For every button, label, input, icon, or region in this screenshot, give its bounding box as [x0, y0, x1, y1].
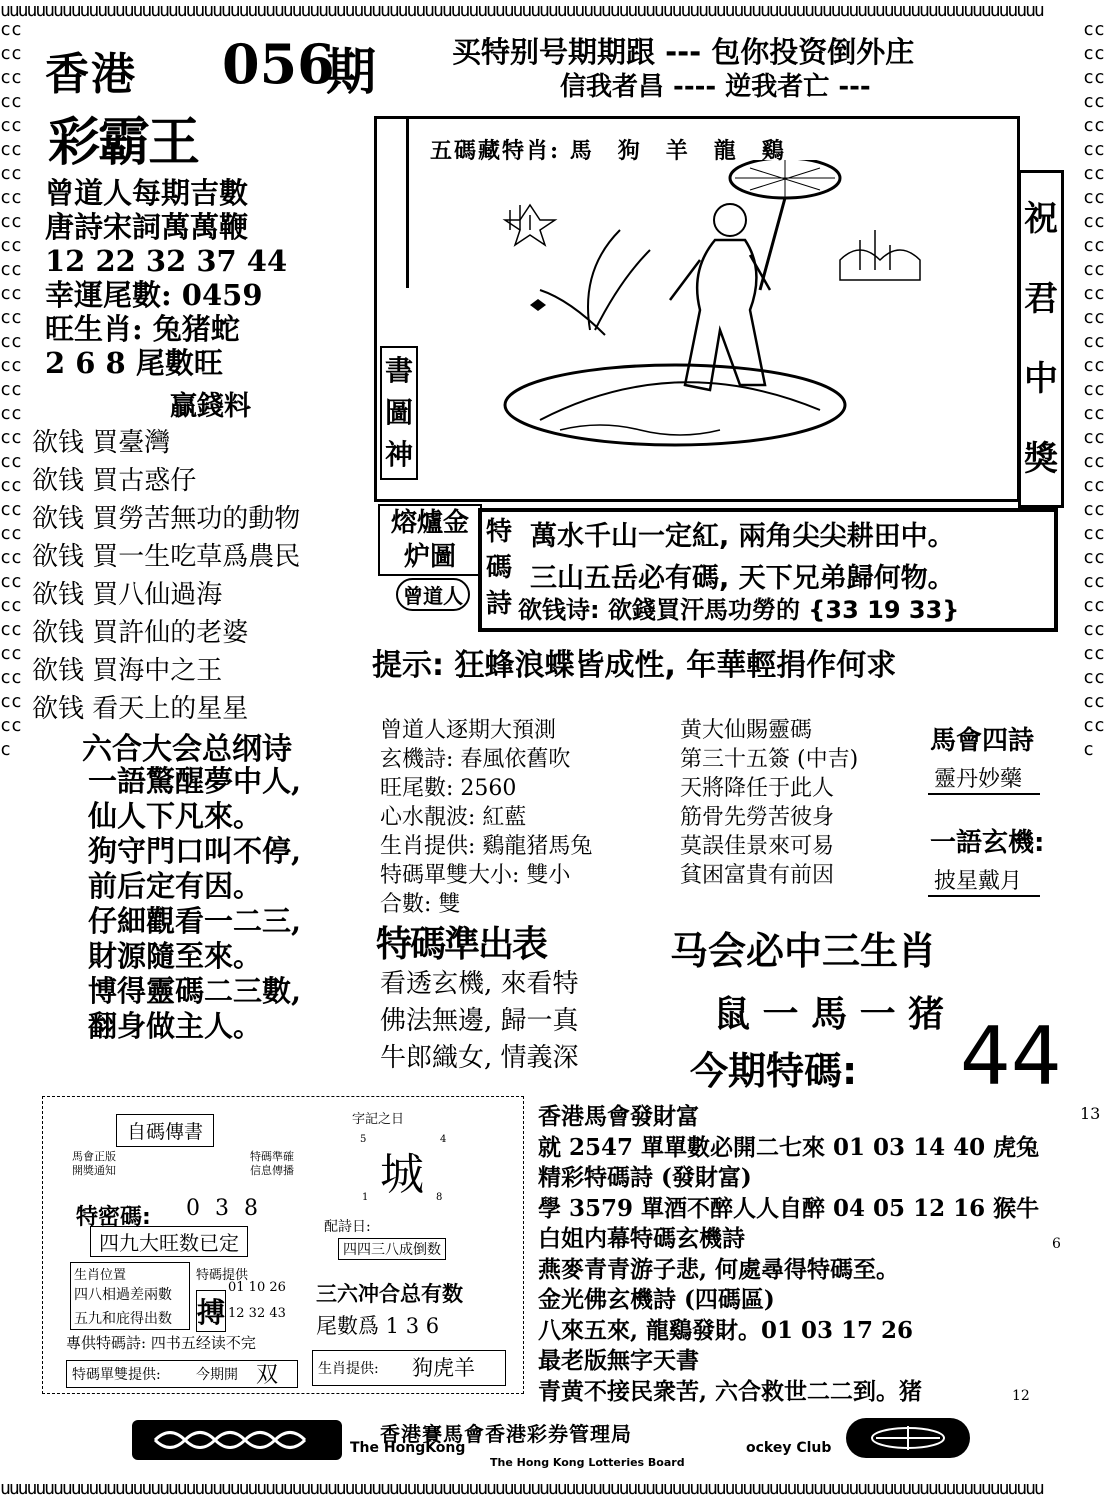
want-item: 欲钱 買一生吃草爲農民	[32, 542, 301, 572]
n1: 1	[362, 1192, 369, 1203]
period-label: 期	[326, 43, 376, 101]
tecode-line: 四九大旺数已定	[90, 1226, 248, 1257]
footer-en2: ockey Club	[746, 1440, 832, 1456]
tecode-label: 特密碼:	[76, 1205, 151, 1230]
small-left: 馬會正版 開獎通知	[72, 1150, 116, 1177]
poem-line3: 欲钱诗: 欲錢買汗馬功勞的 {33 19 33}	[518, 596, 960, 624]
top-border: uuuuuuuuuuuuuuuuuuuuuuuuuuuuuuuuuuuuuuuuuuuuuuuuuuuuuuuuuuuuuuuuuuuuuuuuuuuuuuuuuuuuuuuuuuuuuuuuuuuuuuuuuuuuuuuuuuuuuu	[0, 0, 1043, 21]
stamp-name: 曾道人	[396, 578, 470, 611]
left-line-2: 唐詩宋詞萬萬鞭	[45, 210, 249, 244]
left-border: ccccccccccccccccccccccccccccccccccccccccccccccccccccccccccccc	[0, 19, 22, 760]
picture-side-left: 書圖神	[380, 346, 418, 480]
dan-result: 双	[256, 1363, 279, 1388]
n13: 13	[1080, 1104, 1101, 1123]
picture-caption: 五碼藏特肖: 馬 狗 羊 龍 鷄	[430, 138, 786, 164]
weishu: 尾數爲 1 3 6	[316, 1314, 440, 1338]
want-item: 欲钱 看天上的星星	[32, 694, 249, 724]
dan-value: 今期開	[196, 1367, 238, 1383]
today-value: 44	[960, 1010, 1062, 1103]
mahui3-animals: 鼠 一 馬 一 猪	[714, 993, 945, 1035]
liuhe-poem: 一語驚醒夢中人, 仙人下凡來。 狗守門口叫不停, 前后定有因。 仔細觀看一二三, 財源隨至來。 博得靈碼二三數, 翻身做主人。	[88, 764, 302, 1043]
wants-list	[32, 424, 300, 728]
brand-title: 彩霸王	[48, 113, 199, 173]
left-line-1: 曾道人每期吉數	[45, 176, 249, 210]
left-line-6: 2 6 8 尾數旺	[45, 346, 223, 380]
sx-prov-label: 生肖提供:	[318, 1361, 379, 1377]
zi-char: 城	[380, 1149, 424, 1200]
tema-title: 特碼準出表	[376, 924, 547, 965]
sanliu: 三六冲合总有数	[316, 1282, 463, 1306]
want-item: 欲钱 買臺灣	[32, 428, 171, 458]
pei-label: 配詩日:	[324, 1219, 371, 1235]
want-item: 欲钱 買八仙過海	[32, 580, 223, 610]
slogan-line1: 买特别号期期跟 --- 包你投资倒外庄	[452, 35, 915, 69]
n12: 12	[1012, 1388, 1030, 1404]
nums-b: 12 32 43	[228, 1306, 286, 1321]
footer-en3: The Hong Kong Lotteries Board	[490, 1456, 685, 1469]
left-line-5: 旺生肖: 兔猪蛇	[45, 312, 240, 346]
sx-label: 生肖位置	[74, 1268, 127, 1283]
zima-title: 自碼傳書	[116, 1114, 214, 1147]
picture-left-rule	[376, 118, 409, 288]
tema-tig: 特碼提供	[196, 1268, 249, 1283]
poem-label: 特 碼 詩	[486, 517, 513, 619]
illustration-figure	[420, 160, 980, 460]
bo-char: 搏	[196, 1290, 226, 1332]
sx-line1: 四八相過差兩數	[74, 1287, 172, 1303]
mahui3-title: 马会必中三生肖	[670, 929, 937, 973]
win-title: 贏錢料	[170, 391, 251, 422]
small-right: 特碼準確 信息傳播	[250, 1150, 294, 1177]
today-label: 今期特碼:	[690, 1049, 858, 1093]
poem-line1: 萬水千山一定紅, 兩角尖尖耕田中。	[530, 521, 955, 552]
want-item: 欲钱 買勞苦無功的動物	[32, 504, 301, 534]
n6: 6	[1052, 1236, 1061, 1252]
issue-number: 056	[222, 32, 335, 96]
tema-lines: 看透玄機, 來看特 佛法無邊, 歸一真 牛郎織女, 情義深	[380, 969, 579, 1073]
huang-block: 黄大仙賜靈碼 第三十五簽 (中吉) 天將降任于此人 筋骨先勞苦彼身 莫誤佳景來可易 貧困富貴有前因	[680, 718, 859, 888]
picture-side-right: 祝君中獎	[1018, 170, 1064, 508]
footer-cn: 香港賽馬會香港彩券管理局	[380, 1422, 632, 1446]
footer-logo-pattern	[150, 1425, 325, 1455]
stamp: 熔爐金炉圖	[378, 504, 482, 576]
dan-label: 特碼單雙提供:	[72, 1367, 161, 1383]
n8: 8	[436, 1192, 443, 1203]
liuhe-title: 六合大会总纲诗	[82, 732, 292, 767]
footer-logo-right-mark	[866, 1424, 950, 1452]
bottom-right-lines: 香港馬會發財富 就 2547 單單數必開二七來 01 03 14 40 虎兔 精彩特碼詩 (發財富) 學 3579 單酒不醉人人自醉 04 05 12 16 猴牛 白姐内幕特碼玄機詩 燕麥青青游子悲, 何處尋得特碼至。 金光佛玄機詩 (四碼區) 八來五來, 龍鷄發財。01 03 17 26 最老版無字天書 青黄不接民衆苦, 六合救世二二到。猪	[538, 1103, 1040, 1405]
bottom-border: uuuuuuuuuuuuuuuuuuuuuuuuuuuuuuuuuuuuuuuuuuuuuuuuuuuuuuuuuuuuuuuuuuuuuuuuuuuuuuuuuuuuuuuuuuuuuuuuuuuuuuuuuuuuuuuuuuuuuu	[0, 1478, 1043, 1499]
location-title: 香港	[45, 49, 137, 100]
left-info-block	[45, 176, 287, 380]
tecode-value: 0 3 8	[186, 1196, 262, 1221]
left-line-3: 12 22 32 37 44	[45, 244, 288, 278]
yiyu-value: 披星戴月	[928, 864, 1040, 897]
sx-line2: 五九和庇得出数	[74, 1311, 172, 1327]
poem-line2: 三山五岳必有碼, 天下兄弟歸何物。	[530, 563, 955, 594]
footer-en1: The HongKong	[350, 1440, 466, 1456]
mahui-title: 馬會四詩	[930, 726, 1035, 756]
pei-value: 四四三八成倒数	[338, 1238, 446, 1260]
nums-a: 01 10 26	[228, 1280, 286, 1295]
zhuan-line: 專供特碼詩: 四书五经读不完	[66, 1334, 256, 1352]
zeng-block: 曾道人逐期大預測 玄機詩: 春風依舊吹 旺尾數: 2560 心水靚波: 紅藍 生肖提供: 鷄龍猪馬兔 特碼單雙大小: 雙小 合數: 雙	[380, 718, 593, 917]
yiyu-title: 一語玄機:	[930, 828, 1045, 858]
want-item: 欲钱 買古惑仔	[32, 466, 197, 496]
slogan-line2: 信我者昌 ---- 逆我者亡 ---	[560, 72, 871, 102]
mahui-value: 靈丹妙藥	[928, 762, 1040, 795]
hint: 提示: 狂蜂浪蝶皆成性, 年華輕捐作何求	[372, 648, 897, 683]
right-border: ccccccccccccccccccccccccccccccccccccccccccccccccccccccccccccc	[1083, 19, 1105, 760]
left-line-4: 幸運尾數: 0459	[45, 278, 263, 312]
n4: 4	[440, 1134, 447, 1145]
n5: 5	[360, 1134, 367, 1145]
want-item: 欲钱 買海中之王	[32, 656, 223, 686]
sx-prov-value: 狗虎羊	[412, 1356, 475, 1380]
zi-title: 字記之日	[352, 1112, 405, 1127]
want-item: 欲钱 買許仙的老婆	[32, 618, 249, 648]
